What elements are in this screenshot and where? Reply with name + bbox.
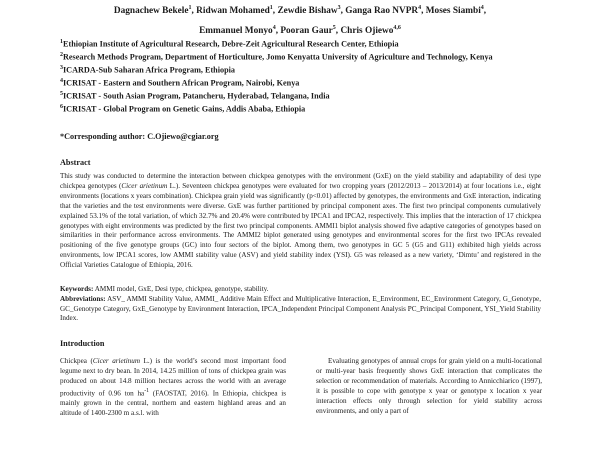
abbreviations-text: ASV_ AMMI Stability Value, AMMI_ Additive Main Effect and Multiplicative Interaction, E_Environment, EC_Environment Category, G_Genotype, GC_Genotype Category, GxE_Genotype by Environment Interaction, IPCA_Independent Principal Component Analysis PC_Principal Component, YSI_Yield Stability Index.	[60, 294, 541, 323]
abbreviations-line	[60, 295, 541, 324]
species-name: Cicer arietinum	[121, 181, 168, 190]
abbreviations-label: Abbreviations:	[60, 294, 106, 303]
introduction-right-column	[316, 357, 542, 416]
affiliation-item	[60, 76, 560, 89]
abstract-heading: Abstract	[60, 158, 91, 167]
affiliation-mark: 2	[60, 51, 63, 58]
author-name: Dagnachew Bekele	[113, 6, 189, 17]
corresponding-author: *Corresponding author: C.Ojiewo@cgiar.org	[60, 132, 219, 141]
intro-text-part: L.) is the world’s second most important food legume next to dry bean. In 2014, 14.25 million of tons of chickpea grain was produced on about 14.8 million hectares across the world with an average productivity of 0.96 ton ha	[60, 357, 286, 398]
intro-text-part: Chickpea (	[60, 357, 93, 365]
keywords-line	[60, 285, 541, 295]
species-name: Cicer arietinum	[92, 357, 140, 365]
affiliation-mark: 4	[60, 77, 63, 84]
author-affiliation-mark: 4	[272, 25, 276, 32]
affiliation-text: Ethiopian Institute of Agricultural Research, Debre-Zeit Agricultural Research Center, Ethiopia	[63, 39, 399, 49]
keywords-block	[60, 285, 541, 324]
introduction-heading: Introduction	[60, 339, 105, 348]
author-affiliation-mark: 1	[269, 5, 273, 11]
author-name: Moses Siambi	[425, 6, 481, 17]
abstract-text-part: L.). Seventeen chickpea genotypes were evaluated for two cropping years (2012/2013 – 2013/2014) at four locations i.e., eight environments (locations x years combination). Chickpea grain yield was significantly (p<0.01) affected by genotypes, the environments and GxE interaction, indicating that the varieties and the test environments were diverse. GxE was further partitioned by principal component axes. The first two principal components cumulatively explained 53.1% of the total variation, of which 32.7% and 20.4% were contributed by IPCA1 and IPCA2, respectively. This implies that the interaction of 17 chickpea genotypes with eight environments was predicted by the first two principal components. AMMI1 biplot analysis showed five adaptive categories of genotypes based on similarities in their performance across environments. The AMMI2 biplot generated using genotypes and environmental scores for the first two IPCAs revealed positioning of the five genotype groups (GC) into four sectors of the biplot. Among them, two genotypes in GC 5 (G5 and G11) exhibited high yields across environments, low IPCA1 scores, low AMMI stability value (ASV) and yield stability index (YSI). G5 was released as a new variety, ‘Dimtu’ and registered in the Official Varieties Catalogue of Ethiopia, 2016.	[60, 181, 541, 270]
affiliation-text: ICRISAT - Eastern and Southern African Program, Nairobi, Kenya	[63, 78, 300, 88]
affiliation-list	[60, 37, 560, 115]
author-affiliation-mark: 1	[188, 5, 192, 11]
affiliation-item	[60, 50, 560, 63]
abstract-text	[60, 172, 541, 271]
author-name: Pooran Gaur	[280, 26, 333, 37]
author-name: Ganga Rao NVPR	[345, 6, 419, 17]
affiliation-mark: 5	[60, 90, 63, 97]
unit-superscript: -1	[144, 387, 150, 394]
affiliation-text: ICARDA-Sub Saharan Africa Program, Ethiopia	[63, 65, 236, 75]
author-name: Emmanuel Monyo	[199, 26, 273, 37]
affiliation-mark: 3	[60, 64, 63, 71]
affiliation-item	[60, 102, 560, 115]
author-affiliation-mark: 5	[332, 25, 336, 32]
affiliation-text: Research Methods Program, Department of Horticulture, Jomo Kenyatta University of Agriculture and Technology, Kenya	[63, 52, 493, 62]
introduction-left-column	[60, 357, 286, 419]
affiliation-mark: 6	[60, 103, 63, 110]
abstract-text-part: This study was conducted to determine the interaction between chickpea genotypes with the environment (GxE) on the yield stability and adaptability of desi type chickpea genotypes (	[60, 172, 541, 190]
affiliation-item	[60, 63, 560, 76]
keywords-label: Keywords:	[60, 285, 94, 293]
author-affiliation-mark: 3	[337, 5, 341, 11]
intro-text-part: (FAOSTAT, 2016). In Ethiopia, chickpea is mainly grown in the central, northern and eastern highland areas and an altitude of 1400-2300 m a.s.l. with	[60, 389, 287, 417]
affiliation-text: ICRISAT - Global Program on Genetic Gains, Addis Ababa, Ethiopia	[63, 104, 306, 114]
author-list: Dagnachew Bekele$^1$, Ridwan Mohamed$^1$, Zewdie Bishaw$^3$, Ganga Rao NVPR$^4$, Moses Siambi$^4$, Emmanuel Monyo$^4$, Pooran Gaur$^5$, Chris Ojiewo$^{4,6}$	[113, 5, 487, 37]
author-affiliation-mark: 4	[480, 5, 484, 11]
affiliation-text: ICRISAT - South Asian Program, Patancheru, Hyderabad, Telangana, India	[63, 91, 330, 101]
author-affiliation-mark: 4,6	[393, 25, 401, 32]
author-name: Ridwan Mohamed	[196, 6, 270, 17]
affiliation-item	[60, 37, 560, 50]
affiliation-mark: 1	[60, 39, 63, 45]
author-name: Zewdie Bishaw	[277, 6, 338, 17]
author-name: Chris Ojiewo	[340, 26, 394, 37]
affiliation-item	[60, 89, 560, 102]
keywords-text: AMMI model, GxE, Desi type, chickpea, genotype, stability.	[93, 285, 269, 293]
author-affiliation-mark: 4	[418, 5, 422, 11]
intro-text-part: Evaluating genotypes of annual crops for grain yield on a multi-locational or multi-year basis frequently shows GxE interaction that complicates the selection or recommendation of materials. According to Annicchiarico (1997), it is possible to cope with genotype x year or genotype x location x year interaction effects only through selection for yield stability across environments, and only a part of	[316, 357, 542, 415]
